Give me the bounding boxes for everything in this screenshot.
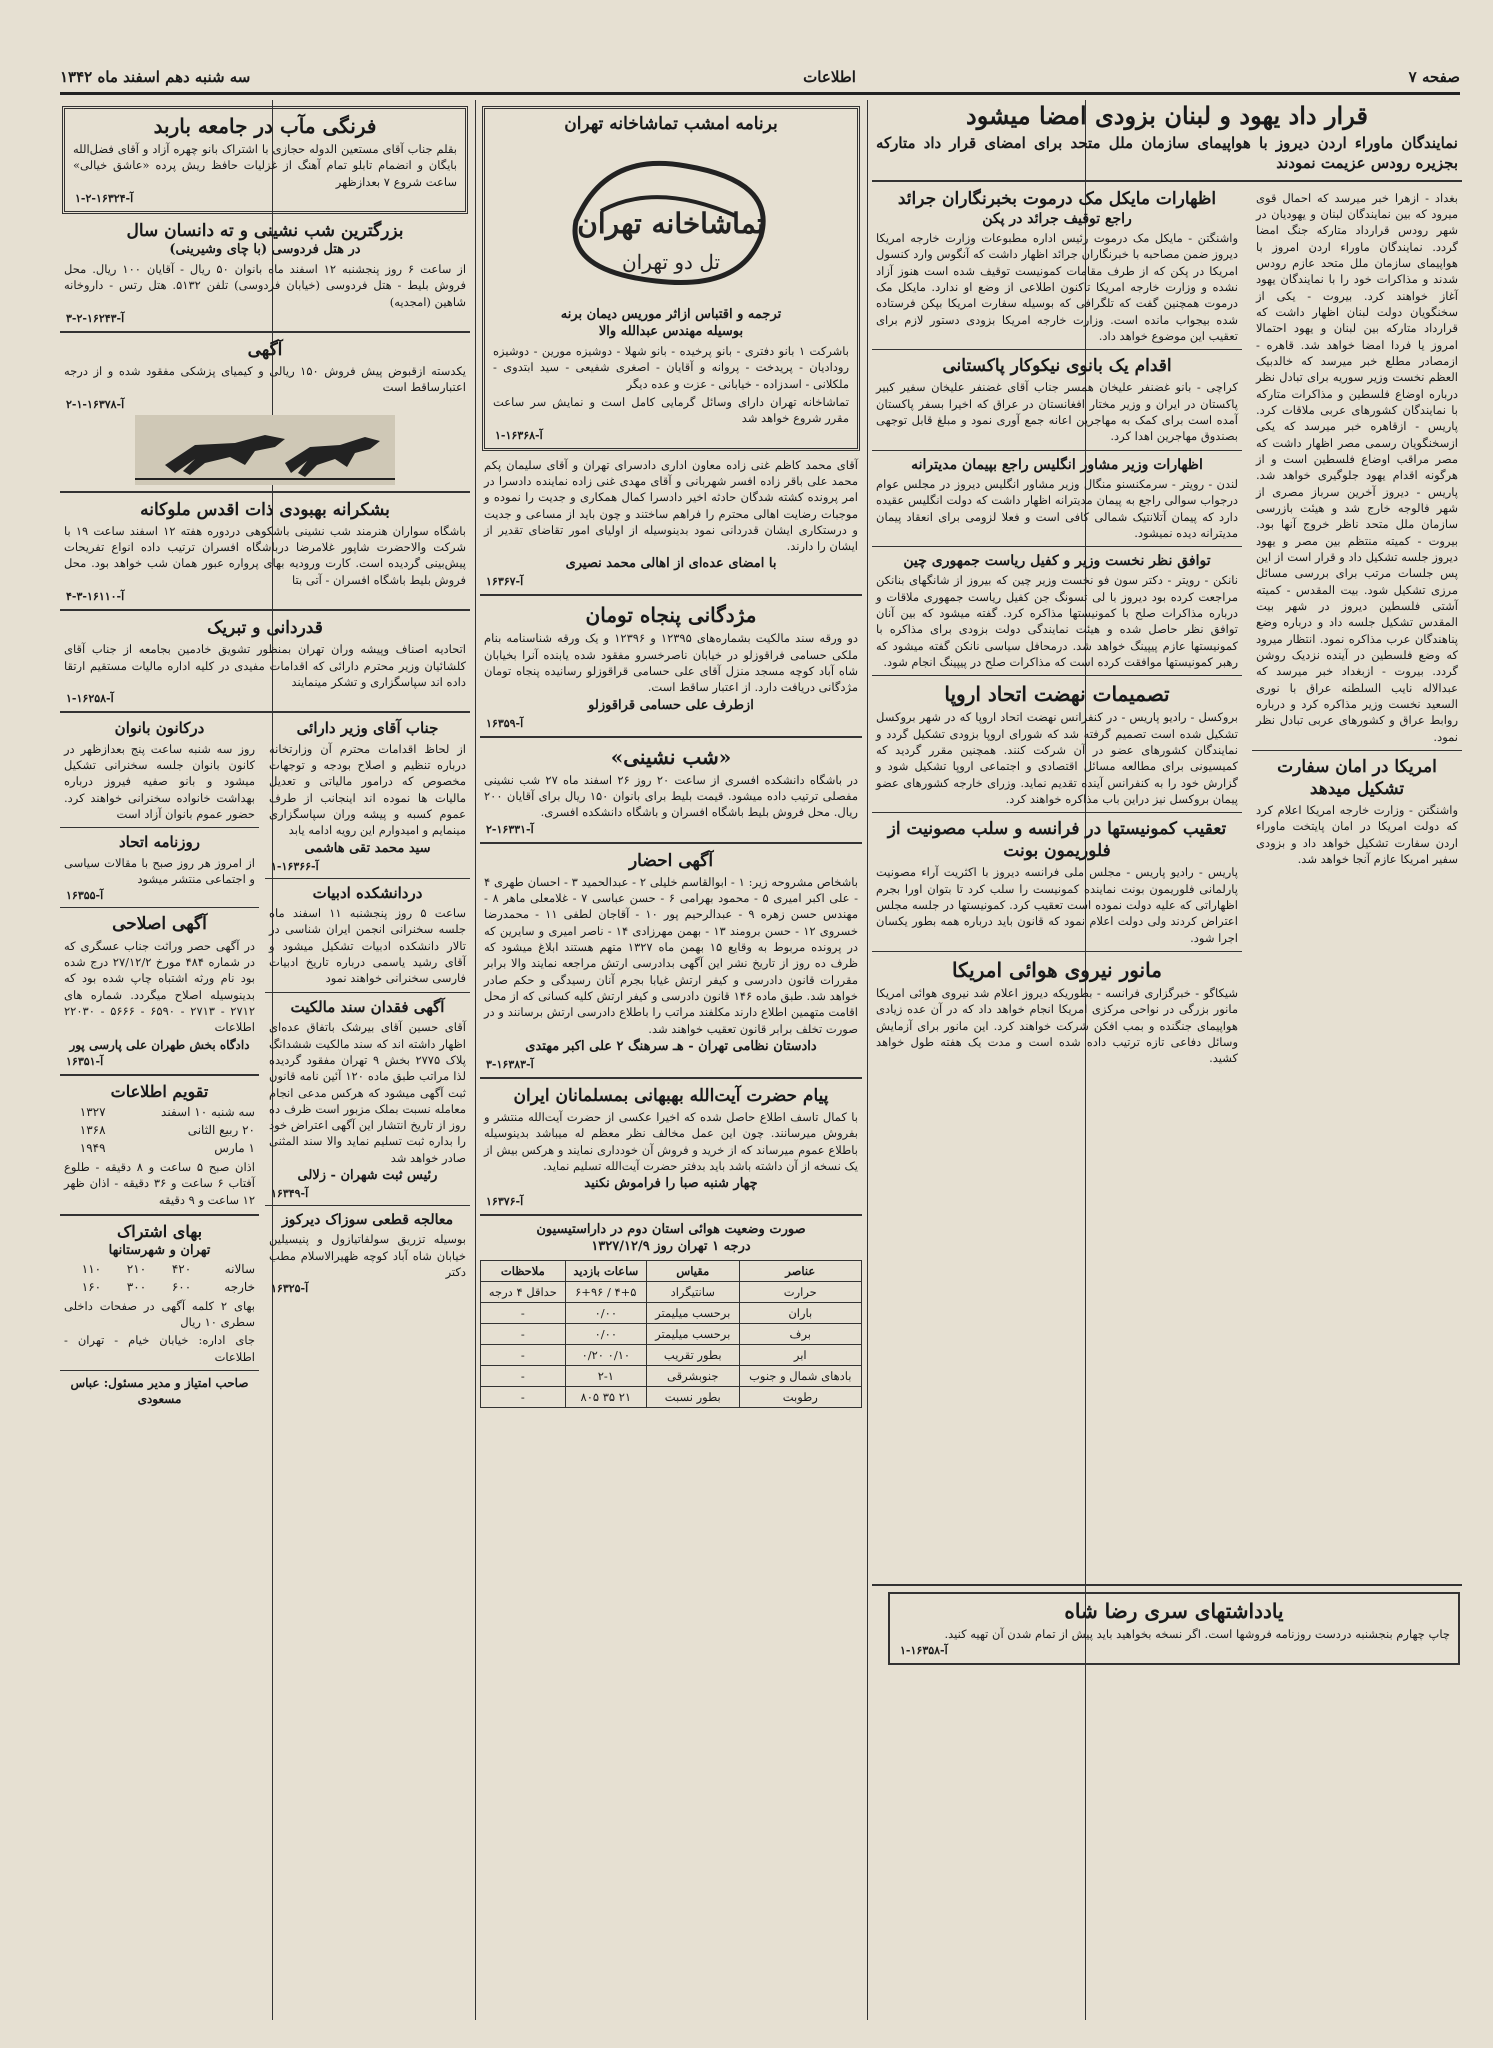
divider bbox=[480, 1214, 862, 1216]
ad-text: از ساعت ۶ روز پنجشنبه ۱۲ اسفند ماه بانوان ۵۰ ریال - آقایان ۱۰۰ ریال. محل فروش بلیط - هتل فردوسی (خیابان فردوسی) تلفن ۵۱۳۲. هتل رتس - داروخانه شاهین (امجدیه) bbox=[64, 261, 467, 309]
divider bbox=[265, 1205, 470, 1206]
summons-signature: دادستان نظامی تهران - هـ سرهنگ ۲ علی اکبر مهتدی bbox=[525, 1038, 817, 1054]
weather-cell: ۰/۱۰ ۰/۲۰ bbox=[565, 1344, 646, 1365]
ad-text: از امروز هر روز صبح با مقالات سیاسی و اجتماعی منتشر میشود bbox=[64, 855, 255, 887]
ad-ref: آ-۱۶۲۴۳-۲-۳ bbox=[66, 311, 125, 325]
headline-correction: آگهی اصلاحی bbox=[112, 914, 207, 935]
ad-ref: آ-۱۶۳۵۱ bbox=[66, 1055, 104, 1069]
headline-party: «شب نشینی» bbox=[610, 744, 732, 769]
divider bbox=[872, 1584, 1462, 1586]
weather-cell: رطوبت bbox=[739, 1386, 861, 1407]
weather-cell: برف bbox=[739, 1323, 861, 1344]
headline-europe: تصمیمات نهضت اتحاد اروپا bbox=[944, 682, 1170, 707]
calendar-year: ۱۳۲۷ bbox=[79, 1104, 106, 1119]
headline-france: تعقیب کمونیستها در فرانسه و سلب مصونیت از فلوریمون بونت bbox=[887, 819, 1227, 862]
ad-reza-shah-memoirs bbox=[888, 1592, 1460, 1665]
ad-ref: آ-۱۶۱۱۰-۳-۴ bbox=[66, 590, 125, 604]
headline-summons: آگهی احضار bbox=[628, 850, 714, 871]
theater-note: تماشاخانه تهران دارای وسائل گرمایی کامل است و نمایش سر ساعت مقرر شروع خواهد شد bbox=[493, 394, 849, 426]
weather-row bbox=[481, 1323, 862, 1344]
weather-row bbox=[481, 1386, 862, 1407]
headline-ittihad: روزنامه اتحاد bbox=[118, 833, 201, 852]
masthead-rule bbox=[60, 92, 1460, 95]
divider bbox=[872, 450, 1242, 451]
article-text: واشنگتن - مایکل مک درموت رئیس اداره مطبوعات وزارت خارجه امریکا دیروز ضمن مصاحبه با خبرنگاران جرائد اظهار داشت که آنگوس وارد کنسول امریکا در پکن که از طرف مقامات کمونیست توقیف شده است هنوز آزاد نشده و وزارت خارجه امریکا تاکنون اطلاعی از وضع او ندارد. مایکل مک درموت همچنین گفت که تلگرافی که بوسیله سفارت امریکا بپکن فرستاده شده بیجواب مانده است. وزارت خارجه امریکا بزودی دستور لازم برای تعقیب این موضوع خواهد داد. bbox=[876, 230, 1238, 343]
weather-cell: - bbox=[481, 1302, 566, 1323]
subscription-cell: خارجه bbox=[224, 1279, 255, 1294]
divider bbox=[60, 1370, 259, 1371]
headline-calendar: تقویم اطلاعات bbox=[110, 1082, 209, 1102]
column-1 bbox=[872, 100, 1462, 2020]
divider bbox=[872, 349, 1242, 350]
theater-title: برنامه امشب تماشاخانه تهران bbox=[564, 114, 778, 134]
ad-ref: آ-۱۶۳۵۹ bbox=[486, 716, 524, 730]
subscription-row bbox=[60, 1260, 259, 1278]
publisher-credit: صاحب امتیاز و مدیر مسئول: عباس مسعودی bbox=[70, 1375, 249, 1406]
subhead-subscription: تهران و شهرستانها bbox=[108, 1242, 211, 1258]
ad-text: اتحادیه اصناف وپیشه وران تهران بمنظور تشویق خادمین بجامعه از جناب آقای کلشائیان وزیر محترم دارائی که اقدامات مفیدی در کلیه اداره مالیات مستقیم ارتقا داده اند سپاسگزاری و تشکر مینمایند bbox=[64, 642, 466, 689]
subscription-note: بهای ۲ کلمه آگهی در صفحات داخلی سطری ۱۰ ریال bbox=[64, 1298, 255, 1329]
calendar-row bbox=[60, 1139, 259, 1157]
headline-lebanon-accord: قرار داد یهود و لبنان بزودی امضا میشود bbox=[966, 101, 1368, 130]
weather-cell: بادهای شمال و جنوب bbox=[739, 1365, 861, 1386]
weather-cell: بطور تقریب bbox=[646, 1344, 739, 1365]
calendar-label: ۲۰ ربیع الثانی bbox=[187, 1122, 255, 1137]
calendar-row bbox=[60, 1121, 259, 1139]
divider bbox=[872, 812, 1242, 813]
minister-signature: سید محمد تقی هاشمی bbox=[304, 840, 431, 856]
subhead-gala: در هتل فردوسی (با چای وشیرینی) bbox=[169, 242, 361, 258]
divider bbox=[60, 907, 259, 908]
divider bbox=[480, 594, 862, 596]
headline-ad: آگهی bbox=[247, 339, 283, 360]
weather-cell: - bbox=[481, 1386, 566, 1407]
ad-ref: آ-۱۶۳۸۳-۳ bbox=[486, 1057, 534, 1071]
masthead bbox=[60, 66, 1460, 88]
article-text: کراچی - بانو غضنفر علیخان همسر جناب آقای غضنفر علیخان سفیر کبیر پاکستان در ایران و وزیر مختار افغانستان در عراق که اخیرا بسفر پاکستان آمده است برای کمک به مهاجرین اعانه جمع آوری نمود و مبلغ قابل توجهی بصندوق مهاجرین اهدا کرد. bbox=[876, 380, 1238, 444]
theater-logo-emblem bbox=[546, 141, 796, 301]
subscription-cell: ۳۰۰ bbox=[126, 1279, 147, 1294]
weather-header-row bbox=[481, 1260, 862, 1281]
weather-cell: سانتیگراد bbox=[646, 1281, 739, 1302]
article-mideast bbox=[1252, 188, 1462, 870]
article-text: بروکسل - رادیو پاریس - در کنفرانس نهضت اتحاد اروپا که در شهر بروکسل تشکیل شده است تصمیم گرفته شد که شورای اروپا بزودی تشکیل گردد و نمایندگان کشورهای عضو در آن شرکت کنند. همچنین مقرر گردید که کمیسیونی برای مطالعه مسائل اقتصادی و اجتماعی اروپا تشکیل شود و گزارش خود را به کنفرانس آینده تقدیم نماید. وزرای خارجه کشورهای عضو پیمان بروکسل نیز دراین باب مذاکره خواهند کرد. bbox=[876, 710, 1238, 806]
weather-cell: بطور نسبت bbox=[646, 1386, 739, 1407]
headline-embassy: امریکا در امان سفارت تشکیل میدهد bbox=[1277, 756, 1437, 799]
weather-cell: حداقل ۴ درجه bbox=[481, 1281, 566, 1302]
headline-air-force: مانور نیروی هوائی امریکا bbox=[952, 958, 1162, 983]
divider bbox=[872, 546, 1242, 547]
divider bbox=[872, 180, 1462, 182]
subscription-row bbox=[60, 1278, 259, 1296]
party-text: در باشگاه دانشکده افسری از ساعت ۲۰ روز ۲۶ اسفند ماه ۲۷ شب نشینی مفصلی ترتیب داده میشود. قیمت بلیط برای بانوان ۱۵۰ ریال برای آقایان ۲۰۰ ریال. محل فروش بلیط باشگاه افسران و باشگاه دانشکده افسری. bbox=[484, 772, 859, 820]
summons-text: باشخاص مشروحه زیر: ۱ - ابوالقاسم خلیلی ۲ - عبدالحمید ۳ - احسان طهری ۴ - علی اکبر امیری ۵ - محمود بهرامی ۶ - حسن عباسی ۷ - غلامعلی ماهر ۸ - مهندس حسن زهره ۹ - عبدالرحیم پور ۱۰ - آقاجان لطفی ۱۱ - محمدرضا خسروی ۱۲ - حسن برومند ۱۳ - بهمن مهرزادی ۱۴ - ناصر امیری و سایرین که در پرونده مربوط به وقایع ۱۵ بهمن ماه ۱۳۲۷ متهم هستند ابلاغ میشود که ظرف ده روز از تاریخ نشر این آگهی بدادرسی ارتش مراجعه نمایند والا برابر مقررات قانون دادرسی و کیفر ارتش غیابا بجرم آنان رسیدگی و حکم صادر خواهد شد. طبق ماده ۱۴۶ قانون دادرسی و کیفر ارتش کلیه کسانی که از محل اقامت متهمین اطلاع دارند مکلفند مراتب را باطلاع دادرسی ارتش برسانند و در صورت تخلف برابر قانون تعقیب خواهند شد. bbox=[484, 874, 859, 1036]
headline-gratitude: قدردانی و تبریک bbox=[207, 618, 323, 639]
weather-cell: حرارت bbox=[739, 1281, 861, 1302]
divider bbox=[872, 951, 1242, 952]
ad-text: ساعت ۵ روز پنجشنبه ۱۱ اسفند ماه جلسه سخنرانی انجمن ایران شناسی در تالار دانشکده ادبیات تشکیل میشود و آقای رشید یاسمی درباره تاریخ ادبیات فارسی سخنرانی خواهند نمود bbox=[269, 906, 467, 986]
weather-cell: - bbox=[481, 1365, 566, 1386]
weather-cell: ۰/۰۰ bbox=[565, 1323, 646, 1344]
article-text: نانکن - رویتر - دکتر سون فو نخست وزیر چین که بیروز از شانگهای بنانکن مراجعت کرده بود دیروز با لی تسونگ جن کفیل ریاست جمهوری ملاقات و درباره مذاکرات صلح با کمونیستها مذاکره کرد. گفته میشود که بین آنان توافق نظر حاصل شده و هیئت نمایندگی دولت بزودی برای مذاکره با کمونیستها عازم پیپینگ خواهد شد. درمحافل سیاسی نانکن گفته میشود که رهبر کمونیستها موافقت کرده است که مذاکرات صلح در پیپینگ انجام شود. bbox=[876, 573, 1238, 669]
theater-logo-text: تماشاخانه تهران bbox=[577, 207, 765, 241]
article-text: شیکاگو - خبرگزاری فرانسه - بطوریکه دیروز اعلام شد نیروی هوائی امریکا مانور بزرگی در نواحی مرکزی امریکا انجام خواهد داد که در آن عده زیادی هواپیمای جنگنده و بمب افکن شرکت خواهند کرد. این مانور برای آزمایش وسائل دفاعی تازه ترتیب داده شده است و مدت یک هفته طول خواهد کشید. bbox=[876, 986, 1238, 1066]
paper-name: اطلاعات bbox=[803, 68, 856, 86]
calendar-year: ۱۳۶۸ bbox=[79, 1122, 106, 1137]
weather-cell: - bbox=[481, 1323, 566, 1344]
headline-china-talks: توافق نظر نخست وزیر و کفیل ریاست جمهوری چین bbox=[903, 553, 1211, 570]
weather-row bbox=[481, 1302, 862, 1323]
article-text: بغداد - ازهرا خبر میرسد که احمال قوی میرود که بین نمایندگان لبنان و یهودیان در شهر رودس قرارداد متارکه جنگ امضا گردد. نمایندگان ماوراء اردن امروز با هواپیمای سازمان ملل متحد عازم رودس شدند و مذاکرات خود را با نمایندگان یهود آغاز خواهند کرد. بیروت - یکی از سخنگویان دولت لبنان اظهار داشت که قرارداد متارکه بین لبنان و یهود احتمالا امروز یا فردا امضا خواهد شد. قاهره - ازمصادر مطلع خبر میرسد که خالدبیک العظم نخست وزیر سوریه برای تبادل نظر درباره اوضاع فلسطین و مذاکرات متارکه با نمایندگان کشورهای عربی ملاقات کرد. پاریس - ازقاهره خبر میرسد که یکی ازسخنگویان رسمی مصر اظهار داشت که مصر مراقب اوضاع فلسطین است و از هرگونه اقدام یهود جلوگیری خواهد شد. پاریس - دیروز آخرین سرباز مصری از شهر فالوجه خارج شد و هیئت بازرسی سازمان ملل متحد ناظر خروج آنها بود. بیروت - کمیته منتظم بین مصر و یهود دیروز جلسه تشکیل داد و قرار است از این پس جلسات مرتب برای بررسی مسائل مرزی تشکیل شود. بیت المقدس - کمیته آشتی فلسطین دیروز در شهر بیت المقدس تشکیل جلسه داد و درباره وضع پناهندگان عرب مذاکره نمود. انتظار میرود که وضع فلسطین در آینده نزدیک روشن گردد. بیروت - ازبغداد خبر میرسد که عبدالاله نایب السلطنه عراق با نوری السعید نخست وزیر مذاکره کرد و درباره روابط عراق و کشورهای عربی تبادل نظر نمود. bbox=[1256, 190, 1458, 744]
subhead-china-press: راجع توقیف جرائد در پکن bbox=[982, 210, 1132, 227]
headline-women: درکانون بانوان bbox=[114, 719, 205, 738]
headline-memoirs: یادداشتهای سری رضا شاه bbox=[1064, 1598, 1284, 1623]
column-rule bbox=[867, 100, 868, 2020]
divider bbox=[60, 827, 259, 828]
weather-header-cell: مقیاس bbox=[646, 1260, 739, 1281]
notice-text: آقای محمد کاظم غنی زاده معاون اداری دادسرای تهران و آقای سلیمان پکم محمد علی باقر زاده افسر شهربانی و آقای مهدی غنی زاده نماینده دادسرا در امر پرونده کشته شدگان حادثه اخیر دادسرا کمال همکاری و جدیت را نموده و موجبات رضایت اهالی محترم را فراهم ساختند و چون باید از مساعی و جدیت و درستکاری ایشان قدردانی نمود بدینوسیله از اولیای امور تقاضای تقدیر از ایشان را دارند. bbox=[484, 457, 858, 554]
weather-row bbox=[481, 1365, 862, 1386]
article-text: لندن - رویتر - سرمکنسنو منگال وزیر مشاور انگلیس دیروز در مجلس عوام درجواب سوالی راجع به پیمان مدیترانه اظهار داشت که دولت انگلیس عقیده دارد که پیمان آتلانتیک شمالی کافی است و فعلا لزومی برای انعقاد پیمان مدیترانه دیده نمیشود. bbox=[876, 476, 1238, 540]
divider bbox=[60, 491, 470, 493]
reward-text: دو ورقه سند مالکیت بشماره‌های ۱۲۳۹۵ و ۱۲۳۹۶ و یک ورقه شناسنامه بنام ملکی حسامی فراقوزلو در خیابان ناصرخسرو مفقود شده یابنده آنرا بخیابان شاه آباد کوچه مسجد منزل آقای علی حسامی قراقوزلو رسانیده پنجاه تومان مژدگانی دریافت دارد. از اعتبار ساقط است. bbox=[484, 631, 858, 695]
column-rule bbox=[475, 100, 476, 2020]
headline-clinic: معالجه قطعی سوزاک دیرکوز bbox=[281, 1212, 454, 1229]
headline-deed: آگهی فقدان سند مالکیت bbox=[290, 997, 445, 1016]
ad-ref: آ-۱۶۳۶۶-۱ bbox=[271, 859, 319, 873]
decree-signature: چهار شنبه صبا را فراموش نکنید bbox=[584, 1176, 758, 1192]
ad-theater bbox=[482, 106, 860, 451]
weather-cell: باران bbox=[739, 1302, 861, 1323]
calendar-label: ۱ مارس bbox=[214, 1140, 255, 1155]
weather-table bbox=[480, 1260, 862, 1408]
headline-literature: دردانشکده ادبیات bbox=[312, 883, 423, 902]
ad-text: باشگاه سواران هنرمند شب نشینی باشکوهی دردوره هفته ۱۲ اسفند ساعت ۱۹ با شرکت والاحضرت شاپور غلامرضا درباشگاه افسران ترتیب داده انواع تفریحات پیش‌بینی گردیده است. کارت ورودیه بهای پرواره عبور همان شب خواهد بود. محل فروش بلیط باشگاه افسران - آتی بتا bbox=[64, 523, 466, 587]
weather-subtitle: درجه ۱ تهران روز ۱۳۲۷/۱۲/۹ bbox=[591, 1239, 751, 1255]
weather-cell: ۲-۱ bbox=[565, 1365, 646, 1386]
ad-ref: آ-۱۶۳۵۵ bbox=[66, 889, 104, 903]
headline-subscription: بهای اشتراک bbox=[116, 1221, 203, 1241]
weather-cell: ۰/۰۰ bbox=[565, 1302, 646, 1323]
ad-ref: آ-۱۶۳۷۶ bbox=[486, 1195, 524, 1209]
theater-cast: باشرکت ۱ بانو دفتری - بانو پرخیده - بانو شهلا - دوشیزه مورین - دوشیزه رودادیان - پریدخت - پروانه و آقایان - اصغری شفیعی - سید ابتدوی - ملکلانی - اسدزاده - خیابانی - عزت و عده دیگر bbox=[493, 343, 850, 391]
divider bbox=[265, 992, 470, 993]
divider bbox=[60, 331, 470, 333]
column-4 bbox=[60, 100, 470, 2020]
ad-ref: آ-۱۶۳۶۸-۱ bbox=[495, 428, 543, 442]
ad-ref: آ-۱۶۳۷۸-۱-۲ bbox=[66, 397, 125, 411]
weather-header-cell: ملاحظات bbox=[481, 1260, 566, 1281]
divider bbox=[60, 609, 470, 611]
calendar-note: اذان صبح ۵ ساعت و ۸ دقیقه - طلوع آفتاب ۶ ساعت و ۳۶ دقیقه - اذان ظهر ۱۲ ساعت و ۹ دقیقه bbox=[64, 1159, 256, 1207]
divider bbox=[1252, 750, 1462, 751]
subscription-cell: ۱۶۰ bbox=[81, 1279, 102, 1294]
headline-china-press: اظهارات مایکل مک درموت بخبرنگاران جرائد bbox=[897, 188, 1217, 209]
subscription-cell: سالانه bbox=[224, 1261, 255, 1276]
headline-fashion: فرنگی مآب در جامعه باربد bbox=[153, 114, 377, 138]
subscription-cell: ۲۱۰ bbox=[126, 1261, 147, 1276]
ad-ref: آ-۱۶۳۳۱-۲ bbox=[486, 822, 534, 836]
ad-text: از لحاظ اقدامات محترم آن وزارتخانه درباره تنظیم و اصلاح بودجه و توجهات مخصوص که درامور مالیاتی و تعدیل مالیات ها نموده اند اینجانب از طرف عموم کسبه و پیشه وران سپاسگزاری مینمایم و امیدوارم این رویه ادامه یابد bbox=[269, 741, 466, 838]
ad-ref: آ-۱۶۳۲۴-۲-۱ bbox=[75, 191, 134, 205]
weather-cell: برحسب میلیمتر bbox=[646, 1323, 739, 1344]
headline-decree: پیام حضرت آیت‌الله بهبهانی بمسلمانان ایران bbox=[513, 1085, 829, 1106]
divider bbox=[60, 1214, 259, 1216]
headline-minister: جناب آقای وزیر دارائی bbox=[296, 719, 439, 738]
divider bbox=[480, 842, 862, 844]
decree-text: با کمال تاسف اطلاع حاصل شده که اخیرا عکسی از حضرت آیت‌الله منتشر و بفروش میرسانند. چون این عمل مخالف نظر معظم له میباشد بدینوسیله باطلاع عموم میرساند که از خرید و فروش آن خودداری نمایند و هرکس بیش از یک نسخه از آن داشته باشد باید بدفتر حضرت آیت‌الله تسلیم نماید. bbox=[484, 1109, 858, 1173]
horse-racing-illustration bbox=[135, 415, 395, 485]
reward-signature: ازطرف علی حسامی قراقوزلو bbox=[588, 697, 754, 713]
subscription-cell: ۱۱۰ bbox=[81, 1261, 102, 1276]
article-text: واشنگتن - وزارت خارجه امریکا اعلام کرد که دولت امریکا در امان پایتخت ماوراء اردن سفارت تشکیل خواهد داد و بزودی سفیر امریکا عازم آنجا خواهد شد. bbox=[1256, 803, 1458, 867]
headline-royal-thanks: بشکرانه بهبودی ذات اقدس ملوکانه bbox=[140, 499, 390, 520]
headline-gala: بزرگترین شب نشینی و ته دانسان سال bbox=[126, 220, 404, 241]
headline-reward: مژدگانی پنجاه تومان bbox=[585, 603, 757, 628]
two-column-classifieds bbox=[60, 719, 470, 1407]
subscription-cell: ۶۰۰ bbox=[171, 1279, 192, 1294]
ad-text: روز سه شنبه ساعت پنج بعدازظهر در کانون بانوان جلسه سخنرانی تشکیل میشود و بانو صفیه فیروز درباره بهداشت خانواده سخنرانی خواهند کرد. حضور عموم بانوان آزاد است bbox=[64, 741, 255, 821]
calendar-year: ۱۹۴۹ bbox=[79, 1140, 106, 1155]
divider bbox=[60, 711, 470, 713]
weather-row bbox=[481, 1281, 862, 1302]
subscription-table bbox=[60, 1260, 259, 1296]
headline-mediterranean: اظهارات وزیر مشاور انگلیس راجع بپیمان مدیترانه bbox=[911, 456, 1203, 473]
column-2 bbox=[872, 188, 1242, 1069]
correction-signature: دادگاه بخش طهران علی پارسی پور bbox=[69, 1037, 250, 1052]
calendar-table bbox=[60, 1103, 259, 1157]
theater-credit: ترجمه و اقتباس ازاثر موریس دیمان برنه bbox=[560, 307, 782, 323]
calendar-label: سه شنبه ۱۰ اسفند bbox=[161, 1104, 255, 1119]
headline-pakistan: اقدام یک بانوی نیکوکار پاکستانی bbox=[942, 356, 1172, 377]
column-3 bbox=[480, 100, 862, 2020]
issue-date: سه شنبه دهم اسفند ماه ۱۳۴۲ bbox=[60, 68, 251, 86]
divider bbox=[265, 878, 470, 879]
article-text: پاریس - رادیو پاریس - مجلس ملی فرانسه دیروز با اکثریت آراء مصونیت پارلمانی فلوریمون بونت نماینده کمونیست را سلب کرد تا بتوان اورا بجرم اظهاراتی که علیه دولت نموده است تعقیب کرد. کمونیستها در جلسه مجلس اعتراض کردند ولی دولت اعلام نمود که قانون باید درباره همه بطور یکسان اجرا شود. bbox=[876, 865, 1238, 945]
weather-header-cell: عناصر bbox=[739, 1260, 861, 1281]
subscription-cell: ۴۲۰ bbox=[171, 1261, 192, 1276]
theater-translator: بوسیله مهندس عبدالله والا bbox=[598, 323, 744, 339]
office-address: جای اداره: خیابان خیام - تهران - اطلاعات bbox=[64, 1333, 255, 1364]
ad-ref: آ-۱۶۳۴۹ bbox=[271, 1187, 309, 1201]
weather-cell: ۲۱ ۳۵ ۸۰۵ bbox=[565, 1386, 646, 1407]
subhead-lebanon-accord: نمایندگان ماوراء اردن دیروز با هواپیمای سازمان ملل متحد برای امضای قرار داد متارکه بجزیره رودس عزیمت نمودند bbox=[876, 134, 1458, 173]
divider bbox=[480, 1077, 862, 1079]
deed-signature: رئیس ثبت شهران - زلالی bbox=[297, 1168, 438, 1184]
weather-cell: ۴+۵ / ۶+۹۶ bbox=[565, 1281, 646, 1302]
classifieds-right bbox=[265, 719, 470, 1407]
weather-row bbox=[481, 1344, 862, 1365]
ad-ref: آ-۱۶۳۶۷ bbox=[486, 575, 524, 589]
ad-ref: آ-۱۶۲۵۸-۱ bbox=[66, 692, 114, 706]
ad-ref: آ-۱۶۳۵۸-۱ bbox=[900, 1644, 948, 1658]
ad-text: یکدسته ازقبوض پیش فروش ۱۵۰ ریالی و کیمیای پزشکی مفقود شده و از درجه اعتبارساقط است bbox=[64, 364, 466, 395]
ad-ref: آ-۱۶۳۲۵ bbox=[271, 1282, 309, 1296]
theater-play-title: تل دو تهران bbox=[621, 250, 721, 275]
divider bbox=[872, 675, 1242, 676]
classifieds-left bbox=[60, 719, 259, 1407]
weather-cell: ابر bbox=[739, 1344, 861, 1365]
calendar-row bbox=[60, 1103, 259, 1121]
weather-cell: جنوبشرقی bbox=[646, 1365, 739, 1386]
ad-text: بوسیله تزریق سولفاتیازول و پنیسیلین خیابان شاه آباد کوچه ظهیرالاسلام مطب دکتر bbox=[269, 1232, 466, 1279]
ad-text: آقای حسین آقای بیرشک باتفاق عده‌ای اظهار داشته اند که سند مالکیت ششدانگ پلاک ۲۷۷۵ بخش ۹ تهران مفقود گردیده لذا مراتب طبق ماده ۱۲۰ آئین نامه قانون ثبت آگهی میشود که هرکس مدعی انجام معامله نسبت بملک مزبور است ظرف ده روز از تاریخ انتشار این آگهی اعتراض خود را بداره ثبت تسلیم نماید والا سند المثنی صادر خواهد شد bbox=[269, 1020, 466, 1165]
weather-title: صورت وضعیت هوائی استان دوم در داراستیسیون bbox=[536, 1222, 806, 1238]
weather-cell: - bbox=[481, 1344, 566, 1365]
ad-text: بقلم جناب آقای مستعین الدوله حجازی با اشتراک بانو چهره آزاد و آقای فضل‌الله بایگان و انضمام تابلو تمام آهنگ از غزلیات حافظ ریش پرده «عاشق خیالی» ساعت شروع ۷ بعدازظهر bbox=[73, 142, 457, 189]
ad-text: چاپ چهارم بنجشنبه دردست روزنامه فروشها است. اگر نسخه بخواهید باید پیش از تمام شدن آن تهیه کنید. bbox=[944, 1626, 1450, 1641]
weather-header-cell: ساعات بازدید bbox=[565, 1260, 646, 1281]
divider bbox=[480, 736, 862, 738]
weather-cell: برحسب میلیمتر bbox=[646, 1302, 739, 1323]
divider bbox=[60, 1074, 259, 1076]
page-number: صفحه ۷ bbox=[1408, 68, 1460, 86]
ad-text: در آگهی حصر وراثت جناب عسگری که در شماره ۴۸۴ مورخ ۲۷/۱۲/۲ درج شده بود نام ورثه اشتباه چاپ شده بود که بدینوسیله اصلاح میگردد. شماره های ۲۷۱۲ - ۲۷۱۳ - ۶۵۹۰ - ۵۶۶۶ - ۲۲۰۳۰ اطلاعات bbox=[64, 938, 256, 1035]
ad-fashion bbox=[62, 106, 468, 214]
notice-signature: با امضای عده‌ای از اهالی محمد نصیری bbox=[565, 556, 777, 572]
